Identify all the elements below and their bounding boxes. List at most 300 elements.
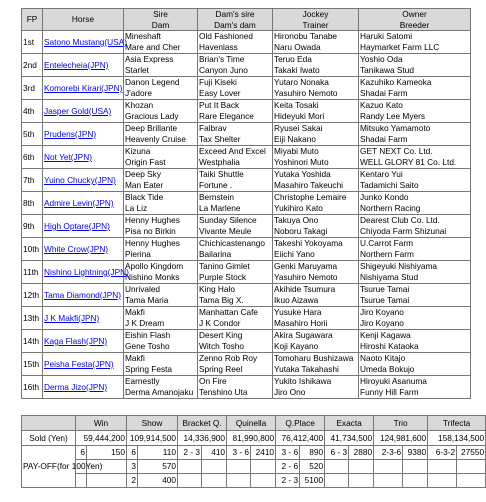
trainer-name: Yutaka Takahashi — [274, 363, 339, 374]
horse-cell — [43, 169, 124, 192]
sire-dam-cell — [124, 169, 198, 192]
sire-dam-cell — [124, 100, 198, 123]
payoff-amount: 27550 — [457, 446, 486, 460]
horse-link[interactable]: Jasper Gold(USA) — [44, 105, 112, 116]
dams-sire-dam-cell — [198, 238, 273, 261]
jockey-name: Akira Sugawara — [274, 330, 333, 341]
payoff-combination: 3 — [127, 460, 138, 474]
breeder-name: Tadamichi Saito — [360, 179, 419, 190]
payoff-combination — [374, 460, 403, 474]
sold-bracket-q: 14,336,900 — [178, 431, 227, 446]
trainer-name: Takaki Iwato — [274, 64, 320, 75]
dams-sire-dam-cell — [198, 330, 273, 353]
payoff-combination: 2 - 3 — [178, 446, 202, 460]
dams-dam-name: Tenshino Uta — [199, 386, 248, 397]
owner-breeder-cell — [359, 54, 471, 77]
owner-breeder-cell — [359, 215, 471, 238]
horse-link[interactable]: Nishino Lightning(JPN) — [44, 266, 129, 277]
breeder-name: Shadai Farm — [360, 87, 408, 98]
dam-name: Origin Fast — [125, 156, 166, 167]
horse-cell — [43, 146, 124, 169]
horse-cell — [43, 77, 124, 100]
owner-name: Dearest Club Co. Ltd. — [360, 215, 440, 226]
dams-sire-name: Put It Back — [199, 100, 240, 111]
breeder-name: Randy Lee Myers — [360, 110, 426, 121]
payoff-combination — [178, 474, 202, 488]
dam-name: Heavenly Cruise — [125, 133, 186, 144]
horse-link[interactable]: Komorebi Kirari(JPN) — [44, 82, 123, 93]
result-row — [22, 192, 471, 215]
dams-sire-dam-cell — [198, 353, 273, 376]
payoff-combination: 2-3-6 — [374, 446, 403, 460]
jockey-trainer-cell — [273, 215, 359, 238]
payoff-header-trifecta: Trifecta — [428, 416, 486, 431]
payoff-combination: 3 - 6 — [276, 446, 300, 460]
payoff-combination — [325, 474, 349, 488]
dams-sire-dam-cell — [198, 376, 273, 399]
results-body — [22, 31, 471, 399]
horse-link[interactable]: Yuino Chucky(JPN) — [44, 174, 116, 185]
payoff-amount — [87, 474, 127, 488]
dams-sire-name: Tanino Gimlet — [199, 261, 250, 272]
owner-name: Yoshio Oda — [360, 54, 403, 65]
horse-link[interactable]: Derma Jizo(JPN) — [44, 381, 108, 392]
horse-link[interactable]: J K Makfi(JPN) — [44, 312, 100, 323]
sire-dam-cell — [124, 284, 198, 307]
payoff-combination — [76, 474, 87, 488]
jockey-name: Yusuke Hara — [274, 307, 322, 318]
dams-sire-dam-cell — [198, 307, 273, 330]
dams-dam-name: J K Condor — [199, 317, 241, 328]
sold-win: 59,444,200 — [76, 431, 127, 446]
owner-name: Naoto Kitajo — [360, 353, 406, 364]
sold-quinella: 81,990,800 — [227, 431, 276, 446]
dam-name: Derma Amanojaku — [125, 386, 194, 397]
breeder-name: Umeda Bokujo — [360, 363, 415, 374]
jockey-trainer-cell — [273, 77, 359, 100]
payoff-combination — [325, 460, 349, 474]
sire-dam-cell — [124, 238, 198, 261]
jockey-name: Teruo Eda — [274, 54, 312, 65]
horse-cell — [43, 31, 128, 54]
payoff-combination: 6 - 3 — [325, 446, 349, 460]
horse-link[interactable]: Admire Levin(JPN) — [44, 197, 114, 208]
finish-position: 4th — [22, 100, 43, 123]
trainer-name: Masahiro Takeuchi — [274, 179, 344, 190]
breeder-name: Shadai Farm — [360, 133, 408, 144]
breeder-name: Northern Farm — [360, 248, 414, 259]
finish-position: 12th — [22, 284, 43, 307]
owner-breeder-cell — [359, 261, 471, 284]
jockey-name: Christophe Lemaire — [274, 192, 347, 203]
payoff-combination — [428, 474, 457, 488]
horse-link[interactable]: Satono Mustang(USA) — [44, 36, 128, 47]
sold-show: 109,914,500 — [127, 431, 178, 446]
breeder-name: Northern Racing — [360, 202, 421, 213]
dam-name: Pierina — [125, 248, 151, 259]
sire-name: Makfi — [125, 307, 145, 318]
jockey-trainer-cell — [273, 192, 359, 215]
payoff-amount: 150 — [87, 446, 127, 460]
horse-cell — [43, 54, 124, 77]
sold-label: Sold (Yen) — [22, 431, 76, 446]
owner-name: Kenji Kagawa — [360, 330, 411, 341]
sire-name: Kizuna — [125, 146, 151, 157]
header-owner-breeder: Owner Breeder — [359, 9, 471, 31]
finish-position: 2nd — [22, 54, 43, 77]
jockey-name: Keita Tosaki — [274, 100, 319, 111]
trainer-name: Masahiro Horii — [274, 317, 328, 328]
finish-position: 8th — [22, 192, 43, 215]
payoff-combination — [227, 460, 251, 474]
breeder-name: Tsurue Tamai — [360, 294, 410, 305]
owner-name: Junko Kondo — [360, 192, 409, 203]
dam-name: J K Dream — [125, 317, 165, 328]
sire-dam-cell — [124, 215, 198, 238]
payoff-header-q-place: Q.Place — [276, 416, 325, 431]
horse-link[interactable]: Not Yet(JPN) — [44, 151, 92, 162]
jockey-trainer-cell — [273, 261, 359, 284]
dams-sire-name: Falbrav — [199, 123, 227, 134]
horse-cell — [43, 100, 124, 123]
jockey-name: Takuya Ono — [274, 215, 319, 226]
dams-sire-name: Sunday Silence — [199, 215, 257, 226]
payoff-amount: 520 — [300, 460, 325, 474]
jockey-trainer-cell — [273, 123, 359, 146]
payoff-combination: 2 - 6 — [276, 460, 300, 474]
header-jockey-trainer: Jockey Trainer — [273, 9, 359, 31]
dams-sire-dam-cell — [198, 169, 273, 192]
jockey-name: Takeshi Yokoyama — [274, 238, 343, 249]
sire-name: Apollo Kingdom — [125, 261, 184, 272]
dam-name: La Liz — [125, 202, 148, 213]
horse-link[interactable]: White Crow(JPN) — [44, 243, 109, 254]
dam-name: J'adore — [125, 87, 152, 98]
result-row — [22, 284, 471, 307]
dams-dam-name: Spring Reel — [199, 363, 243, 374]
payoff-combination — [227, 474, 251, 488]
breeder-name: Haymarket Farm LLC — [360, 41, 440, 52]
payoff-combination — [428, 460, 457, 474]
payoff-amount: 890 — [300, 446, 325, 460]
payoff-amount — [202, 474, 227, 488]
payoff-header-blank — [22, 416, 76, 431]
jockey-trainer-cell — [273, 284, 359, 307]
dams-sire-name: On Fire — [199, 376, 227, 387]
finish-position: 5th — [22, 123, 43, 146]
header-dams-sire-dam: Dam's sire Dam's dam — [198, 9, 273, 31]
horse-cell — [43, 238, 124, 261]
sold-row — [22, 431, 486, 446]
jockey-trainer-cell — [273, 307, 359, 330]
dams-sire-dam-cell — [198, 192, 273, 215]
payoff-body — [22, 446, 486, 488]
dams-dam-name: Westphalia — [199, 156, 240, 167]
result-row — [22, 100, 471, 123]
sire-name: Deep Brillante — [125, 123, 178, 134]
sire-dam-cell — [124, 376, 198, 399]
payoff-amount: 570 — [138, 460, 178, 474]
sire-dam-cell — [124, 192, 198, 215]
owner-breeder-cell — [359, 192, 471, 215]
dams-sire-dam-cell — [198, 284, 273, 307]
payoff-combination: 3 - 6 — [227, 446, 251, 460]
dam-name: Man Eater — [125, 179, 164, 190]
sire-name: Eishin Flash — [125, 330, 171, 341]
payoff-amount: 2880 — [349, 446, 374, 460]
payoff-combination: 6 — [127, 446, 138, 460]
dams-sire-name: Zenno Rob Roy — [199, 353, 258, 364]
jockey-name: Hironobu Tanabe — [274, 31, 338, 42]
dams-sire-dam-cell — [198, 261, 273, 284]
dams-sire-name: Brian's Time — [199, 54, 245, 65]
finish-position: 1st — [22, 31, 43, 54]
dam-name: Mare and Cher — [125, 41, 181, 52]
breeder-name: Hiroshi Kataoka — [360, 340, 419, 351]
payoff-combination: 2 - 3 — [276, 474, 300, 488]
horse-cell — [43, 284, 124, 307]
jockey-trainer-cell — [273, 100, 359, 123]
trainer-name: Eiji Nakano — [274, 133, 316, 144]
dams-dam-name: Vivante Meule — [199, 225, 252, 236]
header-sire-dam: Sire Dam — [124, 9, 198, 31]
jockey-trainer-cell — [273, 31, 359, 54]
horse-cell — [43, 192, 124, 215]
result-row — [22, 146, 471, 169]
trainer-name: Yasuhiro Nemoto — [274, 87, 338, 98]
sire-name: Deep Sky — [125, 169, 161, 180]
owner-breeder-cell — [359, 238, 471, 261]
owner-breeder-cell — [359, 169, 471, 192]
breeder-name: Chiyoda Farm Shizunai — [360, 225, 447, 236]
dams-sire-dam-cell — [198, 54, 273, 77]
payoff-header-trio: Trio — [374, 416, 428, 431]
dams-dam-name: Bailarina — [199, 248, 232, 259]
payoff-table — [21, 415, 486, 488]
dams-dam-name: Rare Elegance — [199, 110, 254, 121]
dams-sire-dam-cell — [198, 100, 273, 123]
jockey-name: Genki Maruyama — [274, 261, 338, 272]
payoff-amount: 110 — [138, 446, 178, 460]
jockey-name: Yutaka Yoshida — [274, 169, 331, 180]
jockey-trainer-cell — [273, 238, 359, 261]
jockey-name: Yukito Ishikawa — [274, 376, 332, 387]
payoff-combination: 2 — [127, 474, 138, 488]
owner-name: Haruki Satomi — [360, 31, 413, 42]
horse-link[interactable]: Entelecheia(JPN) — [44, 59, 109, 70]
payoff-amount — [457, 474, 486, 488]
dam-name: Spring Festa — [125, 363, 173, 374]
result-row — [22, 77, 471, 100]
owner-breeder-cell — [359, 330, 471, 353]
horse-cell — [43, 330, 124, 353]
jockey-trainer-cell — [273, 54, 359, 77]
horse-link[interactable]: Peisha Festa(JPN) — [44, 358, 114, 369]
dams-dam-name: Witch Tosho — [199, 340, 245, 351]
dams-sire-dam-cell — [198, 31, 273, 54]
jockey-trainer-cell — [273, 376, 359, 399]
sire-name: Black Tide — [125, 192, 164, 203]
owner-name: Kazuo Kato — [360, 100, 403, 111]
result-row — [22, 54, 471, 77]
owner-breeder-cell — [359, 353, 471, 376]
sire-name: Mineshaft — [125, 31, 161, 42]
payoff-combination — [374, 474, 403, 488]
result-row — [22, 31, 471, 54]
finish-position: 9th — [22, 215, 43, 238]
jockey-trainer-cell — [273, 146, 359, 169]
sire-name: Earnestly — [125, 376, 160, 387]
payoff-amount — [251, 474, 276, 488]
horse-cell — [43, 307, 124, 330]
sire-dam-cell — [124, 123, 198, 146]
owner-name: Shigeyuki Nishiyama — [360, 261, 438, 272]
dam-name: Gene Tosho — [125, 340, 170, 351]
jockey-trainer-cell — [273, 169, 359, 192]
jockey-trainer-cell — [273, 330, 359, 353]
dams-dam-name: Canyon Juno — [199, 64, 248, 75]
finish-position: 11th — [22, 261, 43, 284]
dam-name: Starlet — [125, 64, 149, 75]
payoff-row — [22, 474, 486, 488]
owner-breeder-cell — [359, 77, 471, 100]
breeder-name: Tanikawa Stud — [360, 64, 414, 75]
result-row — [22, 353, 471, 376]
dams-dam-name: Tax Shelter — [199, 133, 241, 144]
sire-name: Henny Hughes — [125, 215, 180, 226]
finish-position: 14th — [22, 330, 43, 353]
trainer-name: Koji Kayano — [274, 340, 319, 351]
horse-link[interactable]: Tama Diamond(JPN) — [44, 289, 121, 300]
sire-name: Asia Express — [125, 54, 174, 65]
jockey-name: Miyabi Muto — [274, 146, 319, 157]
owner-breeder-cell — [359, 31, 471, 54]
results-header-row — [22, 9, 471, 31]
horse-cell — [43, 123, 124, 146]
dams-sire-name: Manhattan Cafe — [199, 307, 259, 318]
dam-name: Tama Maria — [125, 294, 169, 305]
header-fp: FP — [22, 9, 43, 31]
sire-name: Henny Hughes — [125, 238, 180, 249]
owner-name: Kazuhiko Kameoka — [360, 77, 432, 88]
horse-cell — [43, 261, 129, 284]
jockey-trainer-cell — [273, 353, 359, 376]
payoff-row — [22, 446, 486, 460]
dams-dam-name: Fortune . — [199, 179, 233, 190]
owner-breeder-cell — [359, 307, 471, 330]
result-row — [22, 307, 471, 330]
jockey-name: Yutaro Nonaka — [274, 77, 329, 88]
payoff-header-bracket-q: Bracket Q. — [178, 416, 227, 431]
payoff-amount — [457, 460, 486, 474]
sire-dam-cell — [124, 261, 198, 284]
owner-name: Hiroyuki Asanuma — [360, 376, 427, 387]
payoff-amount: 410 — [202, 446, 227, 460]
horse-link[interactable]: High Optare(JPN) — [44, 220, 110, 231]
dams-sire-name: Bernstein — [199, 192, 235, 203]
finish-position: 13th — [22, 307, 43, 330]
dams-sire-name: Fuji Kiseki — [199, 77, 237, 88]
jockey-name: Ryusei Sakai — [274, 123, 323, 134]
jockey-name: Akihide Tsumura — [274, 284, 336, 295]
owner-name: GET NEXT Co. Ltd. — [360, 146, 433, 157]
owner-name: Jiro Koyano — [360, 307, 404, 318]
result-row — [22, 169, 471, 192]
breeder-name: Nishiyama Stud — [360, 271, 419, 282]
trainer-name: Hideyuki Mori — [274, 110, 325, 121]
horse-cell — [43, 376, 124, 399]
dams-dam-name: La Marlene — [199, 202, 241, 213]
payoff-label: PAY-OFF(for 100Yen) — [22, 446, 76, 488]
owner-name: U.Carrot Farm — [360, 238, 414, 249]
owner-name: Tsurue Tamai — [360, 284, 410, 295]
payoff-header-show: Show — [127, 416, 178, 431]
result-row — [22, 215, 471, 238]
finish-position: 3rd — [22, 77, 43, 100]
dam-name: Pisa no Birkin — [125, 225, 176, 236]
horse-link[interactable]: Prudens(JPN) — [44, 128, 97, 139]
race-results-table — [21, 8, 471, 399]
sire-name: Danon Legend — [125, 77, 180, 88]
finish-position: 15th — [22, 353, 43, 376]
owner-breeder-cell — [359, 123, 471, 146]
sire-name: Makfi — [125, 353, 145, 364]
trainer-name: Eiichi Yano — [274, 248, 315, 259]
payoff-amount — [349, 474, 374, 488]
sire-dam-cell — [124, 330, 198, 353]
trainer-name: Yasuhiro Nemoto — [274, 271, 338, 282]
result-row — [22, 123, 471, 146]
sire-dam-cell — [124, 146, 198, 169]
payoff-combination — [178, 460, 202, 474]
result-row — [22, 238, 471, 261]
payoff-header-row — [22, 416, 486, 431]
sold-trifecta: 158,134,500 — [428, 431, 486, 446]
sold-trio: 124,981,600 — [374, 431, 428, 446]
sold-q-place: 76,412,400 — [276, 431, 325, 446]
trainer-name: Yoshinori Muto — [274, 156, 329, 167]
payoff-header-win: Win — [76, 416, 127, 431]
finish-position: 7th — [22, 169, 43, 192]
horse-link[interactable]: Kaga Flash(JPN) — [44, 335, 108, 346]
payoff-amount: 5100 — [300, 474, 325, 488]
owner-breeder-cell — [359, 100, 471, 123]
breeder-name: WELL GLORY 81 Co. Ltd. — [360, 156, 457, 167]
payoff-amount: 2410 — [251, 446, 276, 460]
payoff-combination: 6 — [76, 446, 87, 460]
dams-sire-name: Old Fashioned — [199, 31, 253, 42]
trainer-name: Ikuo Aizawa — [274, 294, 319, 305]
horse-cell — [43, 215, 124, 238]
breeder-name: Funny Hill Farm — [360, 386, 419, 397]
breeder-name: Jiro Koyano — [360, 317, 404, 328]
payoff-amount: 400 — [138, 474, 178, 488]
dam-name: Gracious Lady — [125, 110, 179, 121]
sire-name: Unrivaled — [125, 284, 161, 295]
dams-dam-name: Tama Big X. — [199, 294, 244, 305]
dams-sire-name: Chichicastenango — [199, 238, 265, 249]
trainer-name: Yukihiro Kato — [274, 202, 323, 213]
trainer-name: Noboru Takagi — [274, 225, 328, 236]
sire-dam-cell — [124, 77, 198, 100]
dams-dam-name: Easy Lover — [199, 87, 241, 98]
payoff-amount — [202, 460, 227, 474]
payoff-amount: 9380 — [403, 446, 428, 460]
dams-dam-name: Purple Stock — [199, 271, 247, 282]
payoff-amount — [251, 460, 276, 474]
finish-position: 16th — [22, 376, 43, 399]
sold-exacta: 41,734,500 — [325, 431, 374, 446]
